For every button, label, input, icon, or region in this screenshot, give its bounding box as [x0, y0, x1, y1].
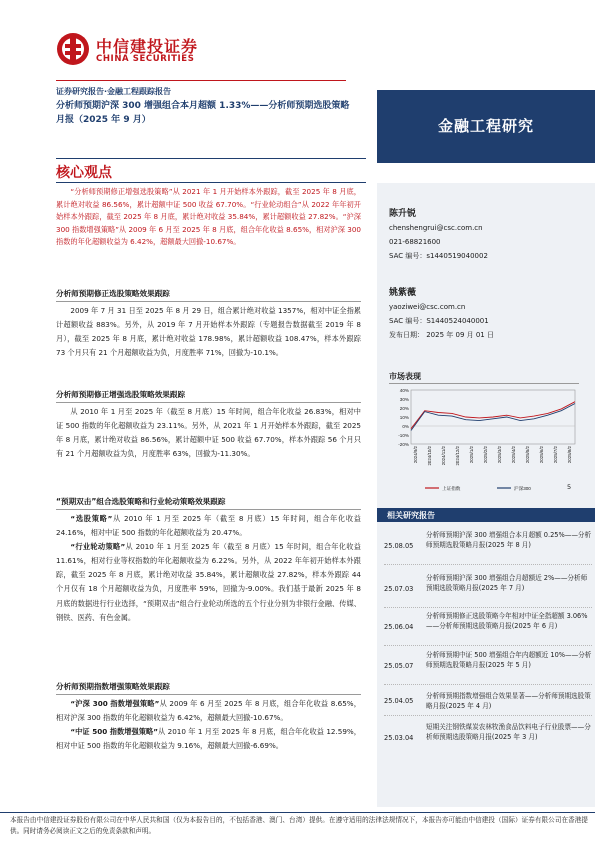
analyst-sac: SAC 编号：s1440519040002 — [389, 252, 488, 260]
analyst-card — [389, 286, 589, 342]
category-banner — [377, 90, 595, 163]
market-title: 市场表现 — [389, 372, 421, 381]
related-date: 25.06.04 — [384, 623, 414, 631]
paragraph-text: 从 2010 年 1 月至 2025 年（截至 8 月底）15 年时间，组合年化收益 24.16%，相对中证 500 指数的年化超额收益为 20.47%。 — [56, 514, 361, 538]
section-divider — [56, 402, 361, 403]
page-number: 5 — [567, 483, 572, 491]
related-date: 25.04.05 — [384, 697, 414, 705]
footer-divider — [0, 812, 595, 813]
section-paragraph — [56, 725, 361, 753]
sidebar — [377, 183, 595, 807]
section-divider — [56, 509, 361, 510]
analyst-email: chenshengrui@csc.com.cn — [389, 224, 483, 232]
related-separator — [384, 645, 592, 646]
logo-cn-text: 中信建投证券 — [96, 37, 199, 56]
header-divider — [56, 80, 346, 81]
y-tick-label: -20% — [398, 442, 409, 447]
publish-date: 发布日期： 2025 年 09 月 01 日 — [389, 331, 494, 339]
related-text: 分析师预期中证 500 增强组合年内超额近 10%——分析师预期选股策略月报(2025 年 5 月) — [426, 651, 592, 669]
paragraph-lead: “中证 500 指数增强策略” — [70, 727, 158, 737]
x-tick-label: 2025/7/2 — [553, 446, 558, 464]
section-paragraph — [56, 697, 361, 725]
related-header — [377, 508, 595, 522]
report-title: 分析师预期沪深 300 增强组合本月超额 1.33%——分析师预期选股策略月报（2025 年 9 月） — [56, 101, 350, 125]
section-paragraph — [56, 405, 361, 461]
legend-label: 上证指数 — [442, 486, 461, 491]
analyst-name: 陈升锐 — [389, 209, 417, 219]
analyst-name: 姚紫薇 — [389, 288, 417, 298]
analyst-card — [389, 207, 589, 263]
paragraph-lead: “沪深 300 指数增强策略” — [70, 699, 160, 708]
category-banner-text: 金融工程研究 — [437, 117, 534, 135]
company-logo-icon — [56, 32, 90, 66]
paragraph-lead: “行业轮动策略” — [70, 542, 126, 552]
x-tick-label: 2025/4/2 — [511, 446, 516, 464]
related-separator — [384, 564, 592, 565]
analyst-phone: 021-68821600 — [389, 238, 441, 246]
related-separator — [384, 607, 592, 608]
related-date: 25.07.03 — [384, 585, 414, 593]
paragraph-text: 2009 年 7 月 31 日至 2025 年 8 月 29 日，组合累计绝对收益 1357%，相对中证全指累计超额收益 883%。另外，从 2019 年 7 月开始样本外跟踪（专题报告数据截至 2019 年 8 月），截至 2025 年 8 月底，累计绝对收益 178.98%，累计超额收益 108.47%，样本外跟踪 73 个月只有 21 个月超额收益为负，月度胜率 71%，回撤为-10.1%。 — [56, 306, 361, 358]
section-revision-enhanced — [56, 388, 361, 461]
x-tick-label: 2024/11/2 — [441, 446, 446, 466]
section-paragraph — [56, 304, 361, 360]
x-tick-label: 2024/10/2 — [427, 446, 432, 466]
section-heading: 分析师预期修正选股策略效果跟踪 — [56, 289, 170, 298]
section-heading: “预期双击”组合选股策略和行业轮动策略效果跟踪 — [56, 497, 226, 506]
x-tick-label: 2025/6/2 — [539, 446, 544, 464]
related-text: 短期关注钢铁煤炭农林牧渔食品饮料电子行业股票——分析师预期选股策略月报(2025 年 3 月) — [426, 723, 591, 741]
x-tick-label: 2024/12/2 — [455, 446, 460, 466]
paragraph-text: 从 2010 年 1 月至 2025 年 8 月底，组合年化收益 12.59%，相对中证 500 指数的年化超额收益为 9.16%，超额最大回撤-6.69%。 — [56, 727, 361, 751]
related-text: 分析师预期指数增强组合效果显著——分析师预期选股策略月报(2025 年 4 月) — [426, 692, 591, 710]
paragraph-lead: “选股策略” — [70, 514, 113, 523]
related-date: 25.03.04 — [384, 734, 414, 742]
legend-label: 沪深300 — [514, 486, 531, 491]
section-analyst-revision — [56, 287, 361, 360]
paragraph-text: 从 2010 年 1 月至 2025 年（截至 8 月底）15 年时间，组合年化收益 26.83%，相对中证 500 指数的年化超额收益为 23.11%。另外，从 2021 年 1 月开始样本外跟踪，截至 2025 年 8 月底，累计绝对收益 86.56%，累计超额中证 500 收益 67.70%，样本外跟踪 56 个月只有 21 个月超额收益为负，月度胜率 63%，回撤为-11.30%。 — [56, 407, 361, 459]
y-tick-label: 0% — [402, 424, 409, 429]
series-line — [411, 402, 575, 429]
paragraph-text: 从 2009 年 6 月至 2025 年 8 月底，组合年化收益 8.65%，相对沪深 300 指数的年化超额收益为 6.42%，超额最大回撤-10.67%。 — [56, 699, 361, 723]
related-separator — [384, 715, 592, 716]
core-summary: “分析师预期修正增强选股策略”从 2021 年 1 月开始样本外跟踪，截至 2025 年 8 月底，累计绝对收益 86.56%，累计超额中证 500 收益 67.70%。“行业轮动组合”从 2022 年年初开始样本外跟踪，截至 2025 年 8 月底，累计绝对收益 35.84%，累计超额收益 27.82%。“沪深 300 指数增强策略”从 2009 年 6 月至 2025 年 8 月底，组合年化收益 8.65%，相对沪深 300 指数的年化超额收益为 6.42%，超额最大回撤-10.67%。 — [56, 187, 361, 247]
section-divider — [56, 301, 361, 302]
x-tick-label: 2025/5/2 — [525, 446, 530, 464]
logo-en-text: CHINA SECURITIES — [96, 54, 195, 64]
y-tick-label: 10% — [399, 415, 409, 420]
section-index-enhancement — [56, 680, 361, 753]
section-divider — [56, 694, 361, 695]
section-paragraph — [56, 540, 361, 625]
related-text: 分析师预期沪深 300 增强组合月超额近 2%——分析师预期选股策略月报(2025 年 7 月) — [426, 574, 588, 592]
analyst-email: yaoziwei@csc.com.cn — [389, 303, 466, 311]
y-tick-label: 40% — [399, 388, 409, 393]
related-text: 分析师预期沪深 300 增强组合本月超额 0.25%——分析师预期选股策略月报(2025 年 8 月) — [426, 531, 592, 549]
report-series: 证券研究报告·金融工程跟踪报告 — [56, 87, 172, 96]
y-tick-label: -10% — [398, 433, 409, 438]
x-tick-label: 2025/1/2 — [469, 446, 474, 464]
x-tick-label: 2025/8/2 — [567, 446, 572, 464]
section-double-click — [56, 495, 361, 625]
x-tick-label: 2025/2/2 — [483, 446, 488, 464]
market-chart — [389, 386, 579, 494]
x-tick-label: 2025/3/2 — [497, 446, 502, 464]
section-paragraph — [56, 512, 361, 540]
core-top-divider — [56, 158, 366, 159]
related-date: 25.08.05 — [384, 542, 414, 550]
analyst-sac: SAC 编号：S1440524040001 — [389, 317, 489, 325]
footer-disclaimer: 本报告由中信建投证券股份有限公司在中华人民共和国（仅为本报告目的，不包括香港、澳门、台湾）提供。在遵守适用的法律法规情况下，本报告亦可能由中信建投（国际）证券有限公司在香港提供。同时请务必阅读正文之后的免责条款和声明。 — [10, 816, 588, 835]
section-heading: 分析师预期修正增强选股策略效果跟踪 — [56, 390, 186, 399]
y-tick-label: 20% — [399, 406, 409, 411]
x-tick-label: 2024/9/2 — [413, 446, 418, 464]
related-separator — [384, 684, 592, 685]
company-logo — [56, 32, 216, 72]
section-heading: 分析师预期指数增强策略效果跟踪 — [56, 682, 170, 691]
y-tick-label: 30% — [399, 397, 409, 402]
paragraph-text: 从 2010 年 1 月至 2025 年（截至 8 月底）15 年时间，组合年化收益 11.61%，相对行业等权指数的年化超额收益为 6.22%。另外，从 2022 年年初开始样本外跟踪，截至 2025 年 8 月底，累计绝对收益 35.84%，累计超额收益 27.82%，样本外跟踪 44 个月仅有 18 个月超额收益为负，月度胜率 59%，回撤为-9.00%。我们基于最新 2025 年 8 月底的数据进行行业选择，“预期双击”组合行业轮动所选的五个行业分别为非银行金融、传媒、钢铁、医药、有色金属。 — [56, 542, 361, 622]
related-date: 25.05.07 — [384, 662, 414, 670]
core-divider — [56, 182, 366, 183]
related-title: 相关研究报告 — [387, 511, 435, 520]
related-text: 分析师预期修正选股策略今年相对中证全指超额 3.06%——分析师预期选股策略月报(2025 年 6 月) — [426, 612, 588, 630]
chart-divider — [389, 383, 579, 384]
core-title: 核心观点 — [56, 165, 112, 181]
